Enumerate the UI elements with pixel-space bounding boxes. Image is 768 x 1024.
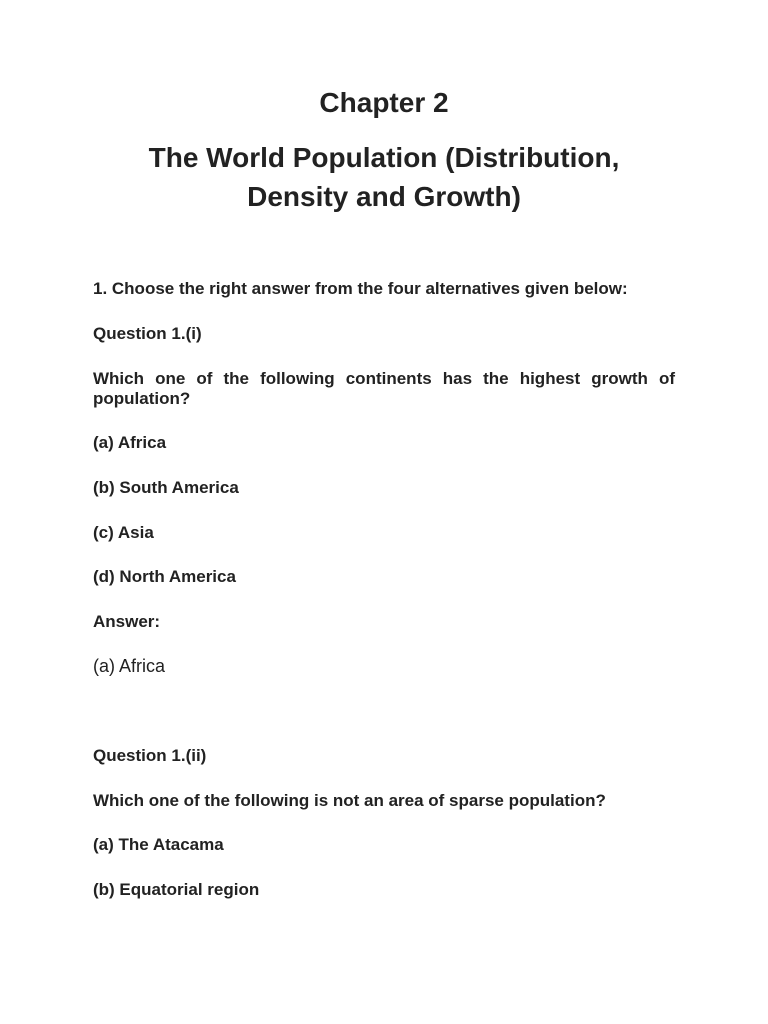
- answer-text-1-i: (a) Africa: [93, 656, 166, 676]
- option-1-i-c: (c) Asia: [93, 523, 154, 542]
- question-label-1-ii: Question 1.(ii): [93, 746, 207, 765]
- option-1-i-d: (d) North America: [93, 567, 236, 586]
- option-1-i-b: (b) South America: [93, 478, 239, 497]
- question-text-1-ii: Which one of the following is not an area of sparse population?: [93, 791, 606, 810]
- option-1-ii-a: (a) The Atacama: [93, 835, 224, 854]
- option-1-ii-b: (b) Equatorial region: [93, 880, 260, 899]
- chapter-heading: Chapter 2: [319, 87, 449, 118]
- chapter-title: The World Population (Distribution, Density and Growth): [148, 142, 620, 212]
- question-label-1-i: Question 1.(i): [93, 324, 202, 343]
- answer-label-1-i: Answer:: [93, 612, 161, 631]
- option-1-i-a: (a) Africa: [93, 433, 167, 452]
- section-instruction: 1. Choose the right answer from the four alternatives given below:: [93, 279, 628, 298]
- question-text-1-i: Which one of the following continents has the highest growth of population?: [93, 369, 675, 408]
